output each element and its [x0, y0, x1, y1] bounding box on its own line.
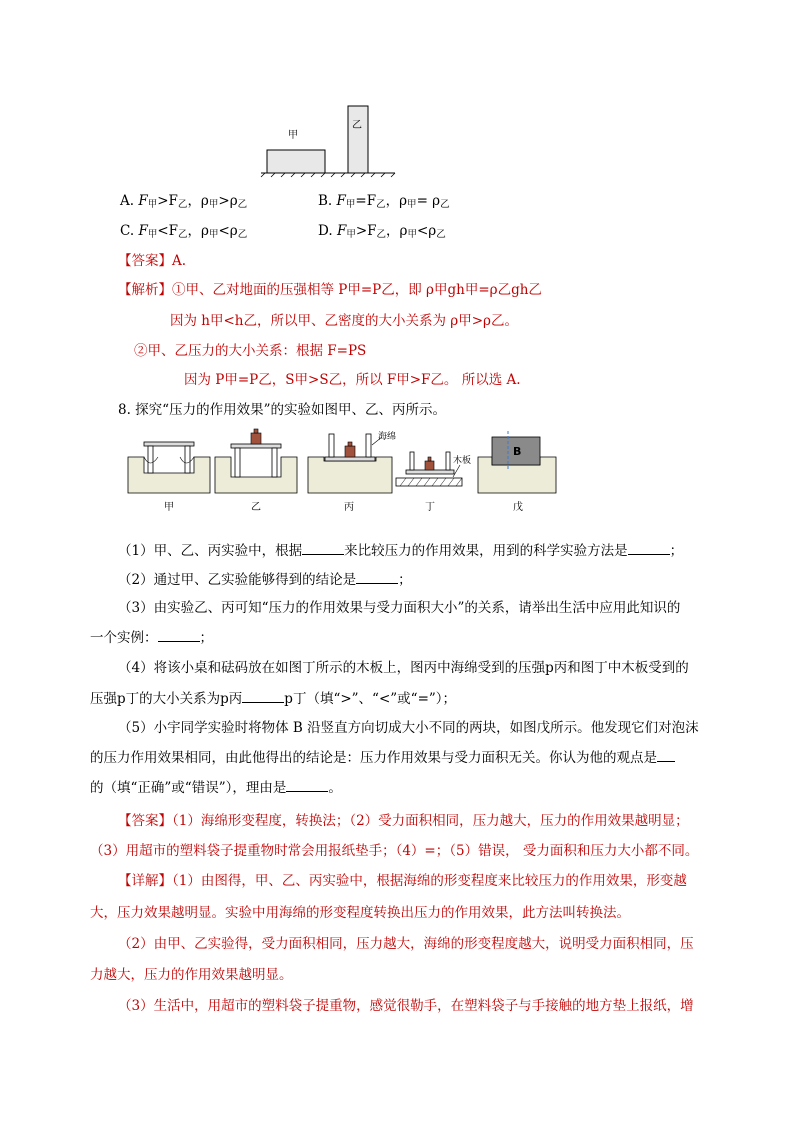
detail-8-line3: （2）由甲、乙实验得，受力面积相同，压力越大，海绵的形变程度越大，说明受力面积相同，压 [118, 936, 694, 952]
panel-wu [478, 431, 556, 513]
label-fig-yi: 乙 [251, 502, 261, 513]
q8-stem: 8. 探究“压力的作用效果”的实验如图甲、乙、丙所示。 [118, 402, 446, 418]
label-fig-wu: 戊 [513, 502, 523, 513]
label-yi: 乙 [352, 120, 362, 131]
option-a: A. $F_甲>F_乙$，$\rho_甲>\rho_乙$ [120, 193, 248, 210]
option-d: D. $F_甲>F_乙$，$\rho_甲<\rho_乙$ [318, 223, 446, 240]
detail-8-line2: 大，压力效果越明显。实验中用海绵的形变程度转换出压力的作用效果，此方法叫转换法。 [90, 905, 630, 921]
q8-part3-line2: 一个实例： ； [90, 627, 213, 648]
q8-part2: （2）通过甲、乙实验能够得到的结论是 ； [118, 569, 412, 590]
tag-b: B [513, 445, 522, 458]
detail-8-line1: 【详解】（1）由图得，甲、乙、丙实验中，根据海绵的形变程度来比较压力的作用效果，形变越 [118, 873, 687, 889]
answer-8-line2: （3）用超市的塑料袋子提重物时常会用报纸垫手；（4）=；（5）错误， 受力面积和压力大小都不同。 [90, 843, 699, 859]
detail-8-line4: 力越大，压力的作用效果越明显。 [90, 967, 293, 983]
option-b: B. $F_甲=F_乙$，$\rho_甲= \rho_乙$ [318, 193, 450, 210]
analysis-7-line4: 因为 P甲=P乙，S甲>S乙，所以 F甲>F乙。 所以选 A. [184, 372, 521, 388]
tag-board: 木板 [453, 456, 472, 466]
label-fig-ding: 丁 [425, 502, 435, 513]
panel-jia [128, 442, 210, 513]
tag-sponge: 海绵 [378, 432, 397, 442]
q8-part3-line1: （3）由实验乙、丙可知“压力的作用效果与受力面积大小”的关系，请举出生活中应用此知识的 [118, 600, 681, 616]
q8-part4-line2: 压强p丁的大小关系为p丙 p丁（填“>”、“<”或“=”）； [90, 688, 456, 709]
analysis-7-line2: 因为 h甲<h乙，所以甲、乙密度的大小关系为 ρ甲>ρ乙。 [170, 313, 518, 329]
option-c: C. $F_甲<F_乙$，$\rho_甲<\rho_乙$ [120, 223, 248, 240]
panel-yi [215, 429, 297, 513]
figure-experiments [120, 425, 580, 515]
detail-8-line5: （3）生活中，用超市的塑料袋子提重物，感觉很勒手，在塑料袋子与手接触的地方垫上报纸，增 [118, 998, 694, 1014]
q8-part4-line1: （4）将该小桌和砝码放在如图丁所示的木板上，图丙中海绵受到的压强p丙和图丁中木板受到的 [118, 660, 689, 676]
analysis-7-line3: ②甲、乙压力的大小关系：根据 F=PS [134, 343, 367, 359]
q8-part1: （1）甲、乙、丙实验中，根据 来比较压力的作用效果，用到的科学实验方法是 ； [118, 540, 683, 561]
answer-8-line1: 【答案】（1）海绵形变程度，转换法；（2）受力面积相同，压力越大，压力的作用效果越明显； [118, 813, 689, 829]
analysis-7-line1: 【解析】①甲、乙对地面的压强相等 P甲=P乙，即 ρ甲gh甲=ρ乙gh乙 [118, 282, 542, 298]
label-jia: 甲 [288, 130, 298, 141]
answer-7: 【答案】A. [118, 253, 187, 269]
label-fig-bing: 丙 [344, 502, 354, 513]
q8-part5-line2: 的压力作用效果相同，由此他得出的结论是：压力作用效果与受力面积无关。你认为他的观点是 [90, 747, 675, 768]
q8-part5-line3: 的（填“正确”或“错误”），理由是 。 [90, 777, 342, 798]
label-fig-jia: 甲 [164, 502, 174, 513]
figure-blocks [255, 104, 405, 178]
panel-bing [308, 434, 392, 513]
q8-part5-line1: （5）小宇同学实验时将物体 B 沿竖直方向切成大小不同的两块，如图戊所示。他发现它们对泡沫 [118, 720, 699, 736]
